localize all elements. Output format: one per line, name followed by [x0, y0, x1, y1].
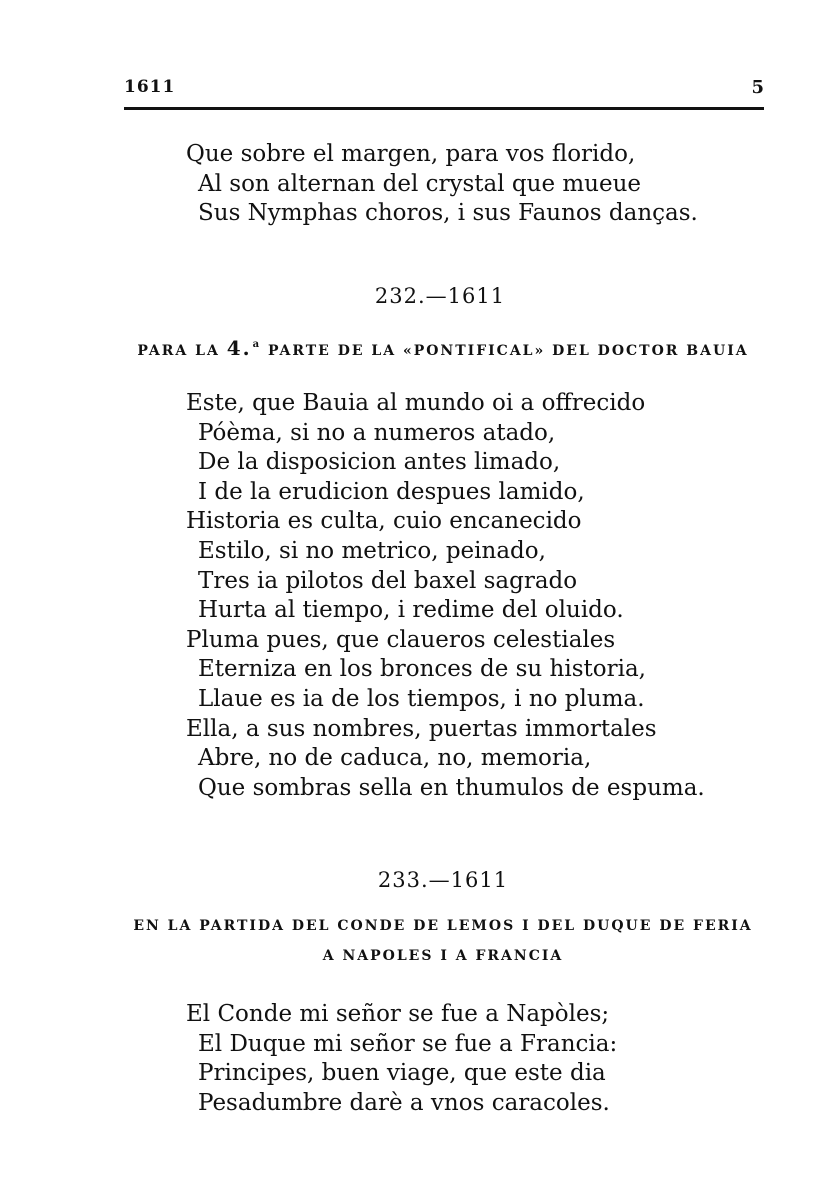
header-year: 1611: [124, 77, 176, 97]
verse-line: Al son alternan del crystal que mueue: [198, 170, 642, 197]
verse-line: El Duque mi señor se fue a Francia:: [198, 1030, 618, 1057]
continuation-stanza: [186, 140, 698, 229]
verse-line: Tres ia pilotos del baxel sagrado: [198, 567, 578, 594]
verse-line: Este, que Bauia al mundo oi a offrecido: [186, 390, 646, 416]
verse-line: El Conde mi señor se fue a Napòles;: [186, 1001, 610, 1027]
verse-line: Principes, buen viage, que este dia: [198, 1060, 606, 1087]
heading-ordinal-superscript: a: [252, 339, 262, 350]
poem-233-body: [186, 1000, 617, 1118]
poem-number-233: 233.—1611: [377, 868, 509, 892]
verse-line: Hurta al tiempo, i redime del oluido.: [198, 597, 624, 624]
page-number: 5: [751, 77, 764, 98]
verse-line: Historia es culta, cuio encanecido: [186, 508, 582, 535]
verse-line: Ella, a sus nombres, puertas immortales: [186, 715, 657, 742]
heading-suffix: PARTE DE LA «PONTIFICAL» DEL DOCTOR BAUIA: [267, 343, 749, 359]
verse-line: Póèma, si no a numeros atado,: [198, 419, 556, 446]
verse-line: I de la erudicion despues lamido,: [198, 478, 585, 505]
heading-ordinal: 4.: [226, 336, 252, 360]
verse-line: Pesadumbre darè a vnos caracoles.: [198, 1089, 610, 1116]
heading-prefix: PARA LA: [137, 343, 220, 359]
poem-heading-232: [0, 336, 840, 360]
verse-line: Que sobre el margen, para vos florido,: [186, 141, 636, 167]
verse-line: Sus Nymphas choros, i sus Faunos danças.: [198, 200, 698, 227]
running-header: [124, 77, 764, 101]
poem-232-body: [186, 389, 705, 803]
verse-line: Que sombras sella en thumulos de espuma.: [198, 774, 705, 801]
poem-heading-233-line2: A NAPOLES I A FRANCIA: [322, 948, 564, 964]
verse-line: Eterniza en los bronces de su historia,: [198, 656, 646, 683]
verse-line: Estilo, si no metrico, peinado,: [198, 537, 546, 564]
poem-heading-233-line1: EN LA PARTIDA DEL CONDE DE LEMOS I DEL DUQUE DE FERIA: [133, 918, 753, 934]
verse-line: Abre, no de caduca, no, memoria,: [198, 745, 592, 772]
header-rule: [124, 107, 764, 110]
verse-line: De la disposicion antes limado,: [198, 449, 561, 476]
poem-number-232: 232.—1611: [374, 284, 506, 308]
verse-line: Llaue es ia de los tiempos, i no pluma.: [198, 685, 645, 712]
verse-line: Pluma pues, que claueros celestiales: [186, 626, 616, 653]
